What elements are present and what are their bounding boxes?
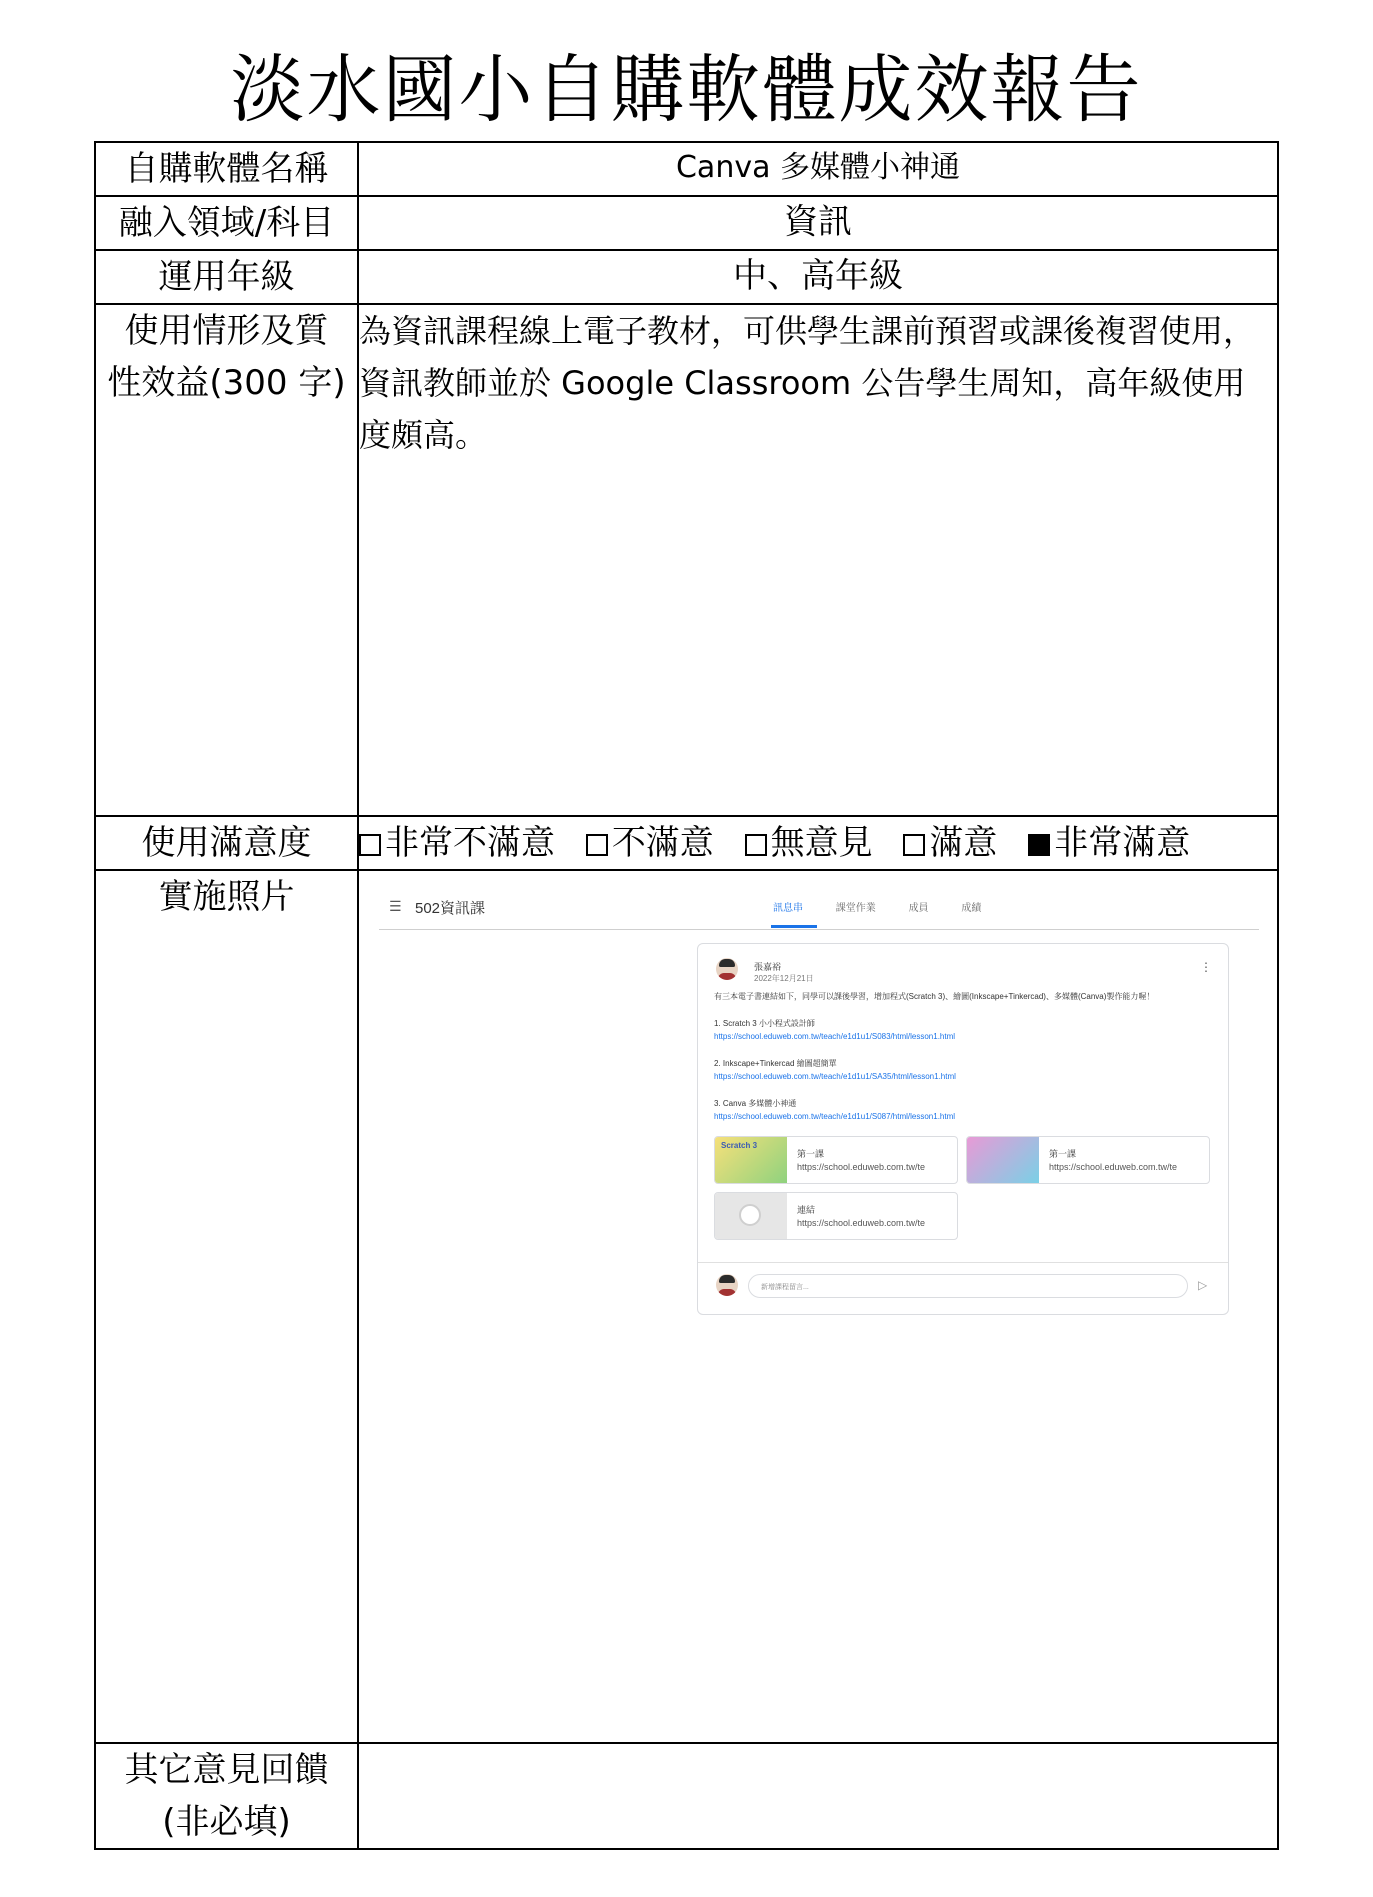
tab-stream[interactable]: 訊息串	[773, 903, 803, 914]
checkbox[interactable]	[359, 834, 381, 856]
table-row	[95, 1743, 1278, 1849]
attachment-thumbnail	[967, 1137, 1039, 1183]
option-label: 非常不滿意	[385, 823, 555, 863]
checkbox[interactable]	[586, 834, 608, 856]
satisfaction-option[interactable]	[359, 823, 555, 863]
attachment-card[interactable]	[714, 1136, 958, 1184]
satisfaction-option[interactable]	[586, 823, 714, 863]
option-label: 非常滿意	[1054, 823, 1191, 863]
active-tab-indicator	[771, 925, 817, 928]
classroom-tabs	[773, 899, 1011, 914]
satisfaction-label: 使用滿意度	[95, 816, 358, 870]
photos-cell	[358, 870, 1278, 1743]
usage-label-line1: 使用情形及質	[124, 311, 329, 351]
checkbox[interactable]	[1028, 834, 1050, 856]
attachment-url: https://school.eduweb.com.tw/te	[797, 1162, 926, 1172]
table-row	[95, 196, 1278, 250]
menu-icon[interactable]: ☰	[389, 898, 402, 914]
photos-label: 實施照片	[95, 870, 358, 1743]
author-name: 張嘉裕	[754, 962, 782, 972]
attachment-title: 連結	[797, 1205, 816, 1215]
table-row	[95, 250, 1278, 304]
avatar	[716, 1274, 738, 1296]
globe-icon	[739, 1204, 761, 1226]
tab-grades[interactable]: 成績	[961, 903, 982, 914]
grade-label: 運用年級	[95, 250, 358, 304]
post-body	[714, 990, 1214, 1123]
usage-description: 為資訊課程線上電子教材，可供學生課前預習或課後複習使用，資訊教師並於 Google Classroom 公告學生周知，高年級使用度頗高。	[358, 304, 1278, 816]
feedback-label-line2: (非必填)	[162, 1802, 291, 1842]
attachment-thumbnail	[715, 1137, 787, 1183]
more-vert-icon[interactable]: ⋮	[1200, 960, 1212, 974]
domain-label: 融入領域/科目	[95, 196, 358, 250]
software-name-label: 自購軟體名稱	[95, 142, 358, 196]
attachment-card[interactable]	[966, 1136, 1210, 1184]
item-title: 3. Canva 多媒體小神通	[714, 1099, 797, 1108]
attachment-url: https://school.eduweb.com.tw/te	[1049, 1162, 1178, 1172]
avatar	[716, 958, 738, 980]
divider	[698, 1262, 1228, 1263]
item-link[interactable]: https://school.eduweb.com.tw/teach/e1d1u1/S087/html/lesson1.html	[714, 1112, 956, 1121]
option-label: 不滿意	[611, 823, 714, 863]
send-icon[interactable]: ▷	[1198, 1278, 1208, 1292]
tab-classwork[interactable]: 課堂作業	[835, 903, 876, 914]
thumbnail-label: Scratch 3	[721, 1141, 758, 1150]
grade-value: 中、高年級	[358, 250, 1278, 304]
attachment-url: https://school.eduweb.com.tw/te	[797, 1218, 926, 1228]
item-link[interactable]: https://school.eduweb.com.tw/teach/e1d1u1/S083/html/lesson1.html	[714, 1032, 956, 1041]
tab-people[interactable]: 成員	[908, 903, 929, 914]
feedback-label-line1: 其它意見回饋	[124, 1750, 329, 1790]
item-title: 2. Inkscape+Tinkercad 繪圖超簡單	[714, 1059, 837, 1068]
table-row	[95, 142, 1278, 196]
feedback-label	[95, 1743, 358, 1849]
report-table	[94, 141, 1279, 1850]
checkbox[interactable]	[745, 834, 767, 856]
feedback-value[interactable]	[358, 1743, 1278, 1849]
attachment-title: 第一課	[1049, 1149, 1077, 1159]
post-date: 2022年12月21日	[754, 974, 814, 983]
classroom-header	[379, 885, 1259, 930]
announcement-card	[697, 943, 1229, 1315]
attachment-thumbnail	[715, 1193, 787, 1239]
table-row	[95, 870, 1278, 1743]
page-title: 淡水國小自購軟體成效報告	[230, 47, 1143, 133]
checkbox[interactable]	[903, 834, 925, 856]
option-label: 無意見	[770, 823, 873, 863]
satisfaction-options	[358, 816, 1278, 870]
satisfaction-option[interactable]	[1028, 823, 1190, 863]
post-intro: 有三本電子書連結如下，同學可以課後學習，增加程式(Scratch 3)、繪圖(Inkscape+Tinkercad)、多媒體(Canva)製作能力喔！	[714, 992, 1155, 1001]
usage-label-line2: 性效益(300 字)	[107, 363, 346, 403]
attachment-card[interactable]	[714, 1192, 958, 1240]
item-link[interactable]: https://school.eduweb.com.tw/teach/e1d1u1/SA35/html/lesson1.html	[714, 1072, 956, 1081]
item-title: 1. Scratch 3 小小程式設計師	[714, 1019, 815, 1028]
domain-value: 資訊	[358, 196, 1278, 250]
class-name: 502資訊課	[415, 900, 486, 917]
usage-label	[95, 304, 358, 816]
attachment-title: 第一課	[797, 1149, 825, 1159]
satisfaction-option[interactable]	[903, 823, 997, 863]
classroom-screenshot	[379, 885, 1259, 1315]
comment-input[interactable]: 新增課程留言...	[748, 1274, 1188, 1298]
table-row	[95, 304, 1278, 816]
option-label: 滿意	[929, 823, 998, 863]
table-row	[95, 816, 1278, 870]
software-name-value: Canva 多媒體小神通	[358, 142, 1278, 196]
satisfaction-option[interactable]	[745, 823, 873, 863]
